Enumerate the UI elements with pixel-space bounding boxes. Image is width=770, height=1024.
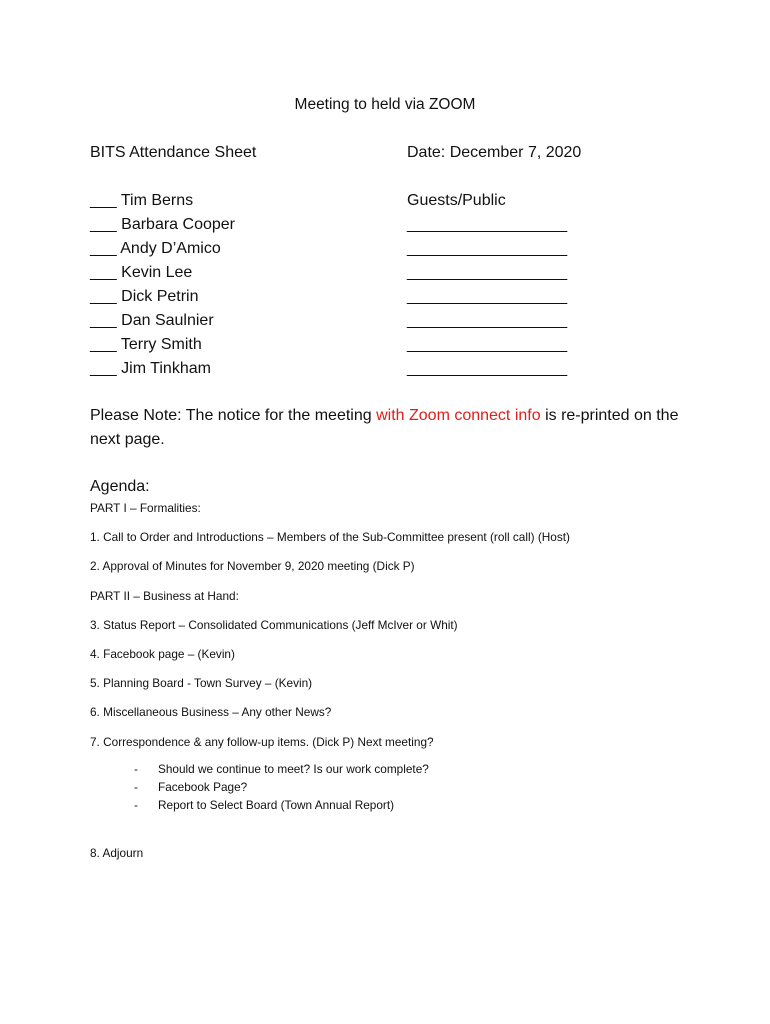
page-title: Meeting to held via ZOOM bbox=[294, 96, 476, 113]
agenda-subitem bbox=[90, 778, 710, 796]
agenda-item: 1. Call to Order and Introductions – Members of the Sub-Committee present (roll call) (Host) bbox=[90, 530, 570, 545]
agenda-subitem-text: Facebook Page? bbox=[158, 780, 248, 794]
guests-column bbox=[407, 142, 607, 382]
attendee-line: ___ Tim Berns bbox=[90, 192, 194, 209]
agenda-item: 3. Status Report – Consolidated Communications (Jeff McIver or Whit) bbox=[90, 617, 458, 632]
bullet-marker: - bbox=[134, 798, 138, 812]
agenda-subitem-text: Should we continue to meet? Is our work complete? bbox=[158, 762, 429, 776]
attendee-line: ___ Dan Saulnier bbox=[90, 312, 214, 329]
note-suffix: is re-printed on the next page. bbox=[90, 407, 679, 448]
agenda-item: 4. Facebook page – (Kevin) bbox=[90, 646, 235, 661]
agenda-section-heading: PART I – Formalities: bbox=[90, 501, 201, 515]
zoom-info-highlight: with Zoom connect info bbox=[376, 407, 541, 424]
spacer bbox=[90, 166, 390, 190]
guest-blank-line: __________________ bbox=[407, 216, 568, 233]
attendee-line: ___ Andy D’Amico bbox=[90, 240, 221, 257]
agenda-list bbox=[90, 498, 710, 761]
guest-blank-line: __________________ bbox=[407, 288, 568, 305]
agenda-subitem bbox=[90, 760, 710, 778]
agenda-heading: Agenda: bbox=[90, 478, 150, 495]
guest-blank-line: __________________ bbox=[407, 312, 568, 329]
agenda-item: 6. Miscellaneous Business – Any other News? bbox=[90, 705, 332, 720]
attendee-line: ___ Kevin Lee bbox=[90, 264, 193, 281]
agenda-item: 7. Correspondence & any follow-up items. (Dick P) Next meeting? bbox=[90, 734, 434, 749]
attendee-line: ___ Barbara Cooper bbox=[90, 216, 235, 233]
attendee-line: ___ Jim Tinkham bbox=[90, 360, 211, 377]
agenda-subitem bbox=[90, 796, 710, 814]
bullet-marker: - bbox=[134, 780, 138, 794]
agenda-item: 2. Approval of Minutes for November 9, 2020 meeting (Dick P) bbox=[90, 559, 415, 574]
note-prefix: Please Note: The notice for the meeting bbox=[90, 407, 377, 424]
agenda-adjourn: 8. Adjourn bbox=[90, 846, 144, 860]
agenda-item: 5. Planning Board - Town Survey – (Kevin) bbox=[90, 676, 313, 691]
agenda-subitem-list bbox=[90, 760, 710, 814]
guest-blank-line: __________________ bbox=[407, 336, 568, 353]
attendance-column bbox=[90, 142, 390, 382]
attendee-line: ___ Terry Smith bbox=[90, 336, 202, 353]
agenda-subitem-text: Report to Select Board (Town Annual Report) bbox=[158, 798, 395, 812]
attendance-heading: BITS Attendance Sheet bbox=[90, 144, 257, 161]
bullet-marker: - bbox=[134, 762, 138, 776]
please-note-paragraph bbox=[90, 404, 690, 452]
meeting-date: Date: December 7, 2020 bbox=[407, 144, 582, 161]
guest-blank-line: __________________ bbox=[407, 240, 568, 257]
guest-blank-line: __________________ bbox=[407, 264, 568, 281]
attendee-line: ___ Dick Petrin bbox=[90, 288, 199, 305]
spacer bbox=[407, 166, 607, 190]
guest-blank-line: __________________ bbox=[407, 360, 568, 377]
agenda-section-heading: PART II – Business at Hand: bbox=[90, 588, 239, 603]
guests-heading: Guests/Public bbox=[407, 192, 506, 209]
